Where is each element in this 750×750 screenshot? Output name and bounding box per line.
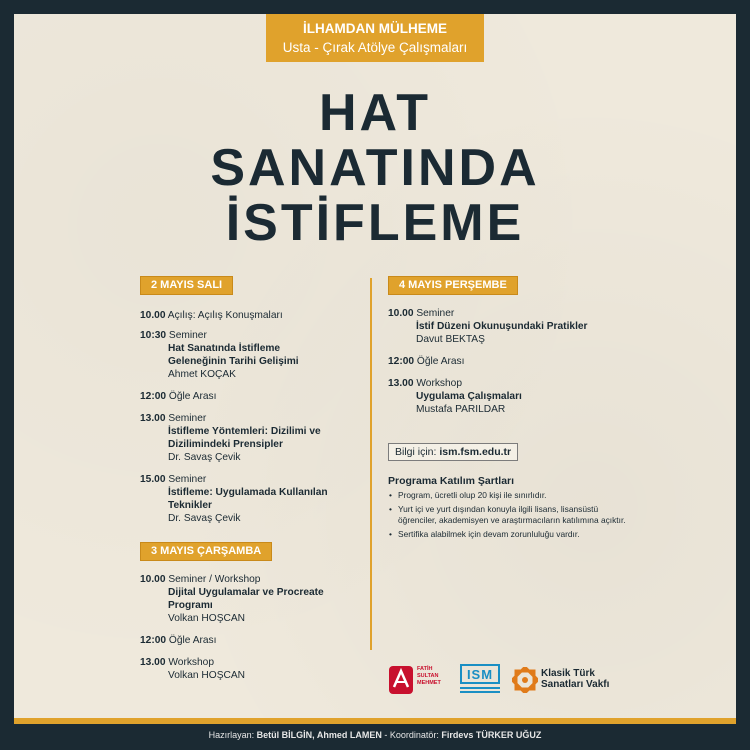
event-lunch — [140, 634, 355, 647]
event-workshop-3 — [388, 377, 628, 416]
event-time: 10:30 — [140, 330, 167, 341]
event-title-line: İstifleme: Uygulamada Kullanılan — [168, 487, 328, 498]
main-title — [0, 86, 750, 251]
event-workshop-2 — [140, 656, 355, 682]
footer-prepared-label: Hazırlayan: — [208, 730, 255, 740]
event-title-line: Hat Sanatında İstifleme — [168, 343, 281, 354]
event-text: Açılış: Açılış Konuşmaları — [167, 310, 283, 321]
banner-title: İLHAMDAN MÜLHEME — [303, 21, 447, 36]
event-title-line: Geleneğinin Tarihi Gelişimi — [168, 356, 299, 367]
event-type: Seminer / Workshop — [168, 574, 261, 585]
right-column — [388, 275, 628, 540]
event-speaker: Davut BEKTAŞ — [416, 334, 485, 345]
event-time: 10.00 — [140, 574, 166, 585]
event-text: Öğle Arası — [168, 391, 217, 402]
fsm-logo — [388, 660, 456, 700]
footer-coord-name: Firdevs TÜRKER UĞUZ — [441, 730, 542, 740]
event-speaker: Mustafa PARILDAR — [416, 404, 506, 415]
event-time: 13.00 — [140, 657, 166, 668]
title-line-3: İSTİFLEME — [225, 194, 525, 252]
event-speaker: Dr. Savaş Çevik — [168, 513, 241, 524]
footer-credits — [0, 730, 750, 740]
conditions-title: Programa Katılım Şartları — [388, 475, 515, 487]
event-text: Öğle Arası — [416, 356, 465, 367]
event-type: Seminer — [168, 474, 207, 485]
left-column — [140, 275, 355, 682]
event-type: Seminer — [168, 330, 207, 341]
ktsv-logo-line: Klasik Türk — [541, 668, 595, 679]
footer-coord-label: Koordinatör: — [389, 730, 439, 740]
event-speaker: Dr. Savaş Çevik — [168, 452, 241, 463]
banner-subtitle: Usta - Çırak Atölye Çalışmaları — [282, 40, 468, 55]
event-time: 10.00 — [140, 310, 166, 321]
sponsor-logos — [388, 660, 628, 700]
info-link[interactable]: ism.fsm.edu.tr — [439, 446, 512, 458]
ism-logo-line-2 — [460, 691, 500, 693]
condition-item: • Yurt içi ve yurt dışından konuyla ilgili lisans, lisansüstü öğrenciler, akademisyen ve araştırmacıların katılımına açıktır. — [388, 504, 628, 526]
fsm-logo-line: FATİH — [417, 666, 433, 672]
event-title-line: Dijital Uygulamalar ve Procreate — [168, 587, 324, 598]
fsm-logo-line: MEHMET — [417, 680, 441, 686]
event-speaker: Volkan HOŞCAN — [168, 670, 246, 681]
event-seminar-2 — [140, 412, 355, 464]
event-seminar-1 — [140, 329, 355, 381]
event-lunch — [388, 355, 628, 368]
event-title-line: İstifleme Yöntemleri: Dizilimi ve — [168, 426, 321, 437]
ktsv-logo — [512, 660, 628, 700]
footer-separator: - — [381, 730, 390, 740]
event-text: Öğle Arası — [168, 635, 217, 646]
info-label: Bilgi için: — [395, 446, 437, 458]
top-banner — [266, 14, 484, 62]
day-label-4-mayis: 4 MAYIS PERŞEMBE — [388, 276, 518, 295]
event-workshop-1 — [140, 573, 355, 625]
info-box-wrap — [388, 442, 628, 461]
day-label-3-mayis: 3 MAYIS ÇARŞAMBA — [140, 542, 272, 561]
fsm-emblem-icon — [388, 665, 414, 695]
fsm-logo-line: SULTAN — [417, 673, 439, 679]
event-title-line: Programı — [168, 600, 213, 611]
event-type: Workshop — [168, 657, 215, 668]
footer-prepared-names: Betül BİLGİN, Ahmed LAMEN — [256, 730, 382, 740]
event-speaker: Volkan HOŞCAN — [168, 613, 246, 624]
column-divider — [370, 278, 372, 650]
event-title-line: İstif Düzeni Okunuşundaki Pratikler — [416, 321, 588, 332]
event-title-line: Uygulama Çalışmaları — [416, 391, 522, 402]
event-seminar-3 — [140, 473, 355, 525]
ktsv-logo-line: Sanatları Vakfı — [541, 679, 610, 690]
event-lunch — [140, 390, 355, 403]
day-label-2-mayis: 2 MAYIS SALI — [140, 276, 233, 295]
event-time: 12:00 — [388, 356, 415, 367]
event-time: 13.00 — [388, 378, 414, 389]
event-type: Seminer — [168, 413, 207, 424]
ism-logo — [460, 660, 504, 700]
event-type: Workshop — [416, 378, 463, 389]
event-time: 15.00 — [140, 474, 166, 485]
ism-logo-line-1 — [460, 687, 500, 689]
event-title-line: Dizilimindeki Prensipler — [168, 439, 283, 450]
event-speaker: Ahmet KOÇAK — [168, 369, 236, 380]
event-seminar-4 — [388, 307, 628, 346]
ism-logo-text: ISM — [460, 664, 500, 684]
ktsv-emblem-icon — [512, 667, 538, 693]
event-title-line: Teknikler — [168, 500, 212, 511]
event-time: 12:00 — [140, 635, 167, 646]
condition-item: • Sertifika alabilmek için devam zorunluluğu vardır. — [388, 529, 628, 540]
event-time: 13.00 — [140, 413, 166, 424]
event-opening — [140, 309, 355, 322]
condition-item: • Program, ücretli olup 20 kişi ile sınırlıdır. — [388, 490, 628, 501]
event-time: 12:00 — [140, 391, 167, 402]
title-line-1: HAT — [318, 84, 431, 142]
event-type: Seminer — [416, 308, 455, 319]
event-time: 10.00 — [388, 308, 414, 319]
title-line-2: SANATINDA — [210, 139, 540, 197]
info-box — [388, 443, 518, 461]
